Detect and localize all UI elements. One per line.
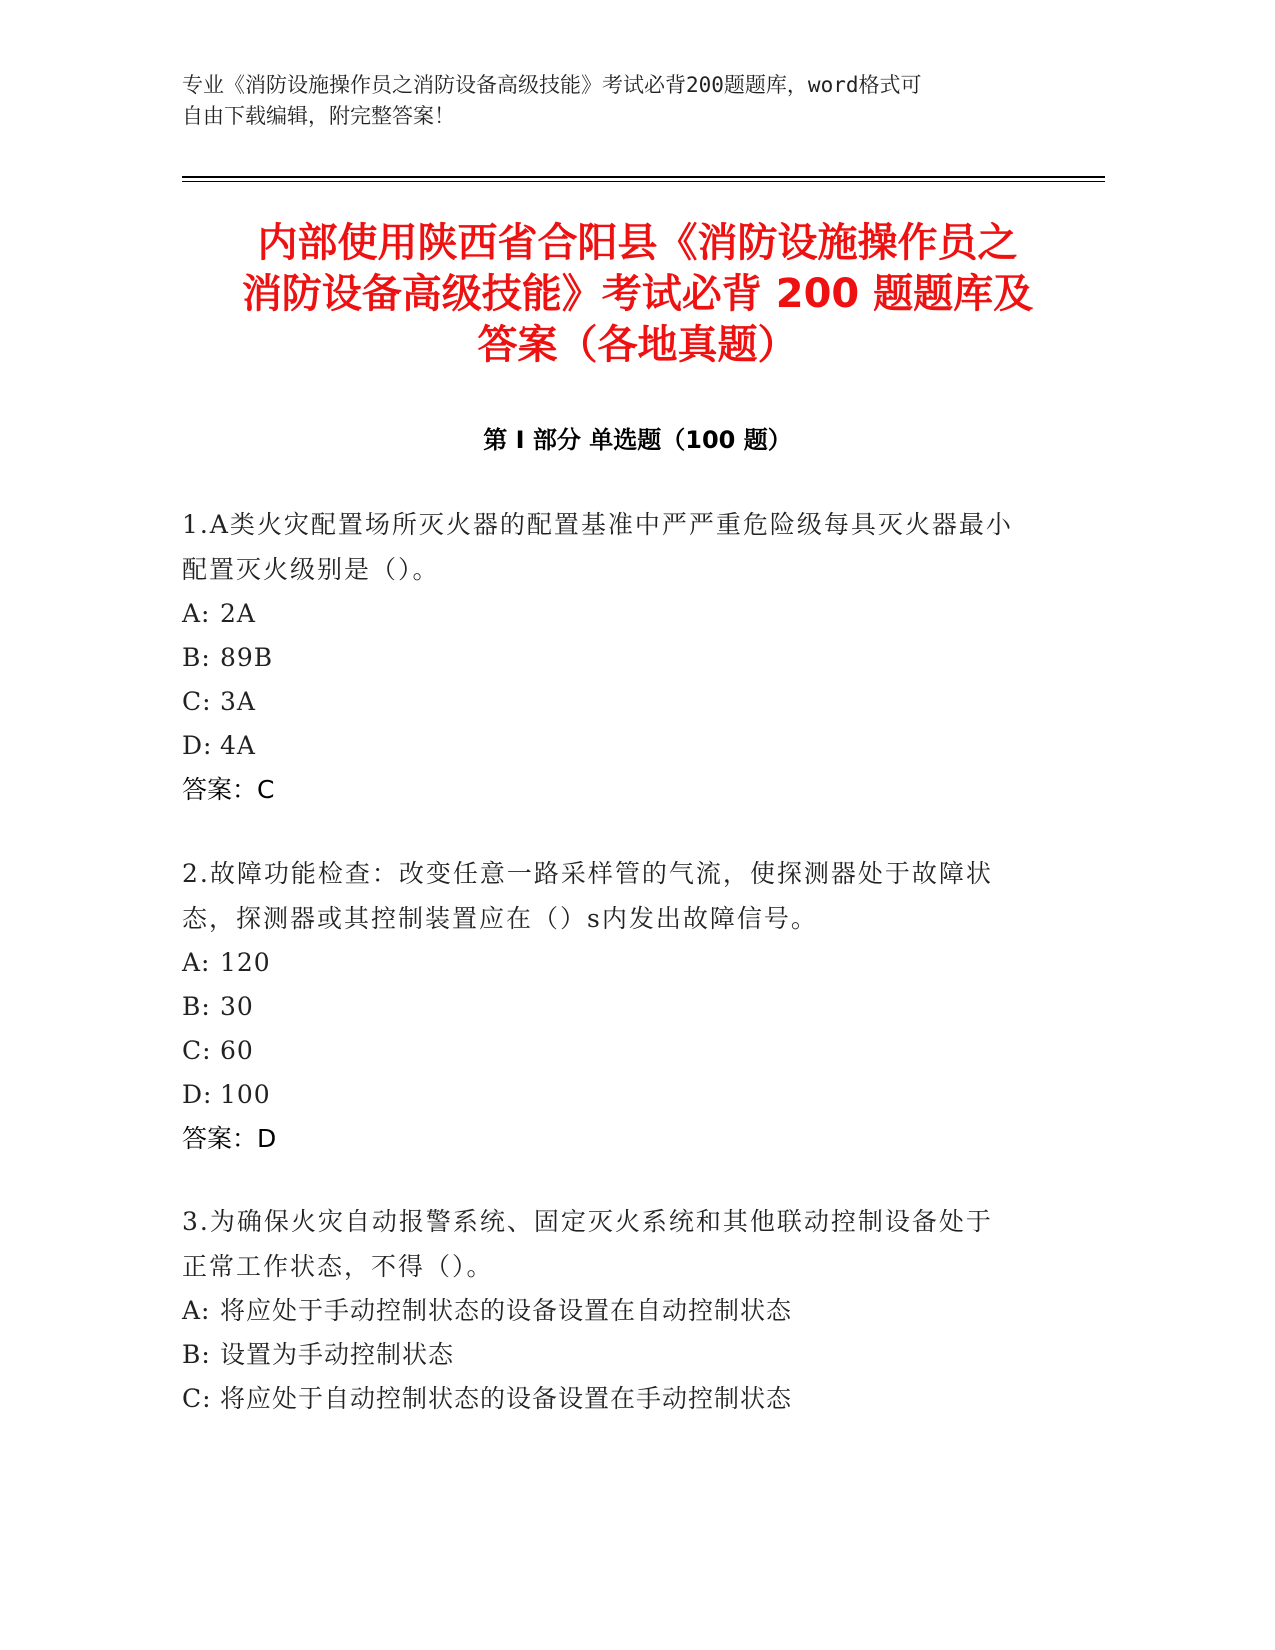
option-text: 60 — [220, 1036, 254, 1065]
question-3 — [182, 1199, 1052, 1421]
option-key: C: — [182, 687, 212, 716]
option-text: 4A — [220, 731, 256, 760]
option-b — [182, 636, 1052, 680]
header-note — [182, 70, 1062, 132]
option-a — [182, 941, 1052, 985]
option-text: 89B — [220, 643, 274, 672]
option-key: A: — [182, 948, 211, 977]
option-key: D: — [182, 1080, 213, 1109]
option-key: D: — [182, 731, 213, 760]
header-divider-thin — [182, 181, 1105, 182]
question-stem-line-1: 3.为确保火灾自动报警系统、固定灭火系统和其他联动控制设备处于 — [182, 1207, 993, 1236]
question-stem-line-1: 1.A类火灾配置场所灭火器的配置基准中严严重危险级每具灭火器最小 — [182, 510, 1013, 539]
option-text: 设置为手动控制状态 — [220, 1340, 455, 1369]
title-line-1: 内部使用陕西省合阳县《消防设施操作员之 — [257, 220, 1018, 266]
question-stem — [182, 1199, 1052, 1289]
option-key: C: — [182, 1384, 212, 1413]
option-b — [182, 1333, 1052, 1377]
question-1 — [182, 502, 1052, 812]
option-key: B: — [182, 643, 211, 672]
option-a — [182, 1289, 1052, 1333]
document-title — [150, 218, 1125, 371]
answer-line: 答案：C — [182, 775, 275, 804]
option-d — [182, 1073, 1052, 1117]
option-text: 100 — [220, 1080, 271, 1109]
question-2 — [182, 851, 1052, 1161]
option-key: A: — [182, 599, 211, 628]
option-b — [182, 985, 1052, 1029]
question-stem-line-1: 2.故障功能检查：改变任意一路采样管的气流，使探测器处于故障状 — [182, 859, 993, 888]
option-key: B: — [182, 1340, 211, 1369]
question-stem-line-2: 配置灭火级别是（）。 — [182, 555, 440, 584]
option-text: 2A — [220, 599, 256, 628]
header-note-line-2: 自由下载编辑，附完整答案！ — [182, 104, 455, 128]
header-divider-thick — [182, 176, 1105, 178]
option-d — [182, 724, 1052, 768]
header-note-line-1: 专业《消防设施操作员之消防设备高级技能》考试必背200题题库，word格式可 — [182, 73, 922, 97]
option-key: B: — [182, 992, 211, 1021]
question-stem-line-2: 正常工作状态，不得（）。 — [182, 1252, 494, 1281]
option-text: 将应处于手动控制状态的设备设置在自动控制状态 — [220, 1296, 793, 1325]
question-stem — [182, 851, 1052, 941]
question-stem — [182, 502, 1052, 592]
option-key: C: — [182, 1036, 212, 1065]
answer-line: 答案：D — [182, 1124, 277, 1153]
option-text: 120 — [220, 948, 271, 977]
question-stem-line-2: 态，探测器或其控制装置应在（）s内发出故障信号。 — [182, 904, 818, 933]
option-c — [182, 1377, 1052, 1421]
option-c — [182, 680, 1052, 724]
option-key: A: — [182, 1296, 211, 1325]
option-text: 3A — [220, 687, 256, 716]
option-a — [182, 592, 1052, 636]
section-heading: 第 I 部分 单选题（100 题） — [483, 426, 792, 454]
option-text: 30 — [220, 992, 254, 1021]
option-c — [182, 1029, 1052, 1073]
option-text: 将应处于自动控制状态的设备设置在手动控制状态 — [220, 1384, 793, 1413]
title-line-3: 答案（各地真题） — [477, 322, 798, 368]
title-line-2: 消防设备高级技能》考试必背 200 题题库及 — [241, 271, 1034, 317]
